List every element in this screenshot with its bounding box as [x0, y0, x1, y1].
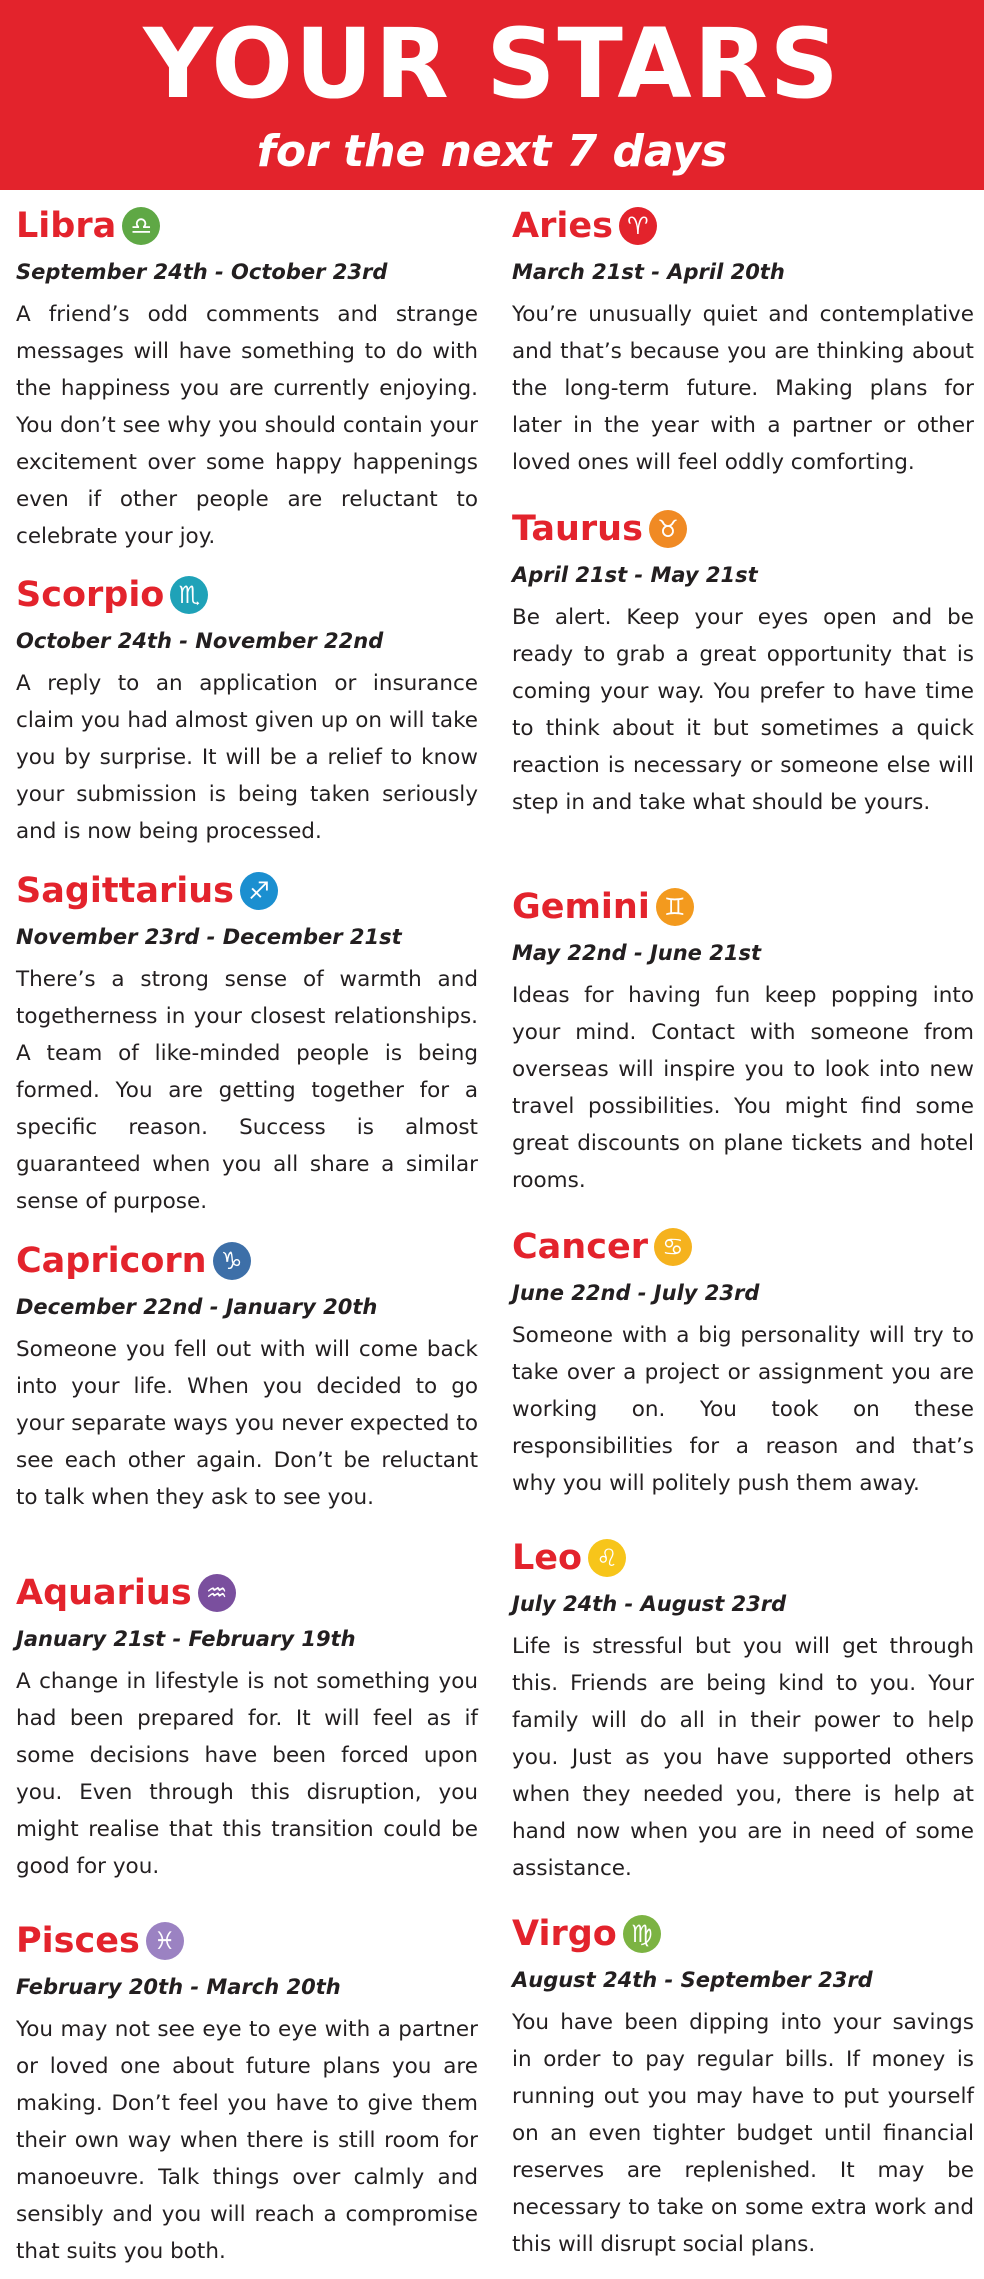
leo-icon: ♌︎: [588, 1539, 626, 1577]
sign-dates: August 24th - September 23rd: [512, 1968, 873, 1992]
horoscope-capricorn: [16, 1234, 478, 1516]
sign-reading: You’re unusually quiet and contemplative and that’s because you are thinking about the long-term future. Making plans for later in the year with a partner or other loved ones will feel oddly comforting.: [512, 302, 974, 475]
page-subtitle: for the next 7 days: [256, 126, 728, 177]
horoscope-aquarius: [16, 1566, 478, 1885]
sign-reading: Someone you fell out with will come back into your life. When you decided to go your separate ways you never expected to see each other again. Don’t be reluctant to talk when they ask to see you.: [16, 1337, 478, 1510]
horoscope-aries: [512, 199, 974, 481]
libra-icon: ♎︎: [122, 207, 160, 245]
capricorn-icon: ♑︎: [213, 1242, 251, 1280]
sign-name: Virgo: [512, 1914, 617, 1954]
sagittarius-icon: ♐︎: [240, 872, 278, 910]
sign-name: Aquarius: [16, 1573, 192, 1613]
sign-reading: Ideas for having fun keep popping into your mind. Contact with someone from overseas will inspire you to look into new travel possibilities. You might find some great discounts on plane tickets and hotel rooms.: [512, 983, 974, 1193]
pisces-icon: ♓︎: [146, 1922, 184, 1960]
scorpio-icon: ♏︎: [170, 576, 208, 614]
horoscope-gemini: [512, 880, 974, 1199]
horoscope-cancer: [512, 1220, 974, 1502]
sign-name: Gemini: [512, 887, 650, 927]
sign-dates: November 23rd - December 21st: [16, 925, 402, 949]
horoscope-pisces: [16, 1914, 478, 2270]
sign-reading: Be alert. Keep your eyes open and be ready to grab a great opportunity that is coming your way. You prefer to have time to think about it but sometimes a quick reaction is necessary or someone else will step in and take what should be yours.: [512, 605, 974, 815]
horoscope-libra: [16, 199, 478, 555]
gemini-icon: ♊︎: [656, 888, 694, 926]
sign-dates: June 22nd - July 23rd: [512, 1281, 760, 1305]
sign-name: Libra: [16, 206, 117, 246]
sign-reading: A friend’s odd comments and strange messages will have something to do with the happiness you are currently enjoying. You don’t see why you should contain your excitement over some happy happenings even if other people are reluctant to celebrate your joy.: [16, 302, 478, 549]
sign-dates: April 21st - May 21st: [512, 563, 758, 587]
sign-dates: January 21st - February 19th: [16, 1627, 356, 1651]
sign-dates: May 22nd - June 21st: [512, 941, 761, 965]
sign-reading: A reply to an application or insurance claim you had almost given up on will take you by surprise. It will be a relief to know your submission is being taken seriously and is now being processed.: [16, 671, 478, 844]
aries-icon: ♈︎: [619, 207, 657, 245]
sign-name: Aries: [512, 206, 613, 246]
sign-dates: September 24th - October 23rd: [16, 260, 388, 284]
sign-name: Capricorn: [16, 1241, 207, 1281]
sign-reading: You have been dipping into your savings in order to pay regular bills. If money is running out you may have to put yourself on an even tighter budget until financial reserves are replenished. It may be necessary to take on some extra work and this will disrupt social plans.: [512, 2010, 974, 2257]
horoscope-sagittarius: [16, 864, 478, 1220]
taurus-icon: ♉︎: [649, 510, 687, 548]
sign-name: Taurus: [512, 509, 643, 549]
sign-name: Sagittarius: [16, 871, 234, 911]
header-banner: [0, 0, 984, 190]
sign-dates: March 21st - April 20th: [512, 260, 785, 284]
sign-dates: July 24th - August 23rd: [512, 1592, 787, 1616]
sign-reading: There’s a strong sense of warmth and togetherness in your closest relationships. A team of like-minded people is being formed. You are getting together for a specific reason. Success is almost guaranteed when you all share a similar sense of purpose.: [16, 967, 478, 1214]
sign-dates: February 20th - March 20th: [16, 1975, 341, 1999]
aquarius-icon: ♒︎: [198, 1574, 236, 1612]
sign-name: Scorpio: [16, 575, 165, 615]
sign-reading: Life is stressful but you will get through this. Friends are being kind to you. Your family will do all in their power to help you. Just as you have supported others when they needed you, there is help at hand now when you are in need of some assistance.: [512, 1634, 974, 1881]
sign-name: Cancer: [512, 1227, 648, 1267]
virgo-icon: ♍︎: [623, 1915, 661, 1953]
horoscope-leo: [512, 1531, 974, 1887]
sign-name: Leo: [512, 1538, 583, 1578]
cancer-icon: ♋︎: [654, 1228, 692, 1266]
sign-reading: Someone with a big personality will try to take over a project or assignment you are working on. You took on these responsibilities for a reason and that’s why you will politely push them away.: [512, 1323, 974, 1496]
horoscope-scorpio: [16, 568, 478, 850]
sign-dates: October 24th - November 22nd: [16, 629, 384, 653]
sign-name: Pisces: [16, 1921, 140, 1961]
horoscope-taurus: [512, 502, 974, 821]
horoscope-virgo: [512, 1907, 974, 2263]
sign-reading: You may not see eye to eye with a partner or loved one about future plans you are making. Don’t feel you have to give them their own way when there is still room for manoeuvre. Talk things over calmly and sensibly and you will reach a compromise that suits you both.: [16, 2017, 478, 2264]
page-title: YOUR STARS: [143, 8, 841, 120]
sign-dates: December 22nd - January 20th: [16, 1295, 378, 1319]
sign-reading: A change in lifestyle is not something you had been prepared for. It will feel as if some decisions have been forced upon you. Even through this disruption, you might realise that this transition could be good for you.: [16, 1669, 478, 1879]
